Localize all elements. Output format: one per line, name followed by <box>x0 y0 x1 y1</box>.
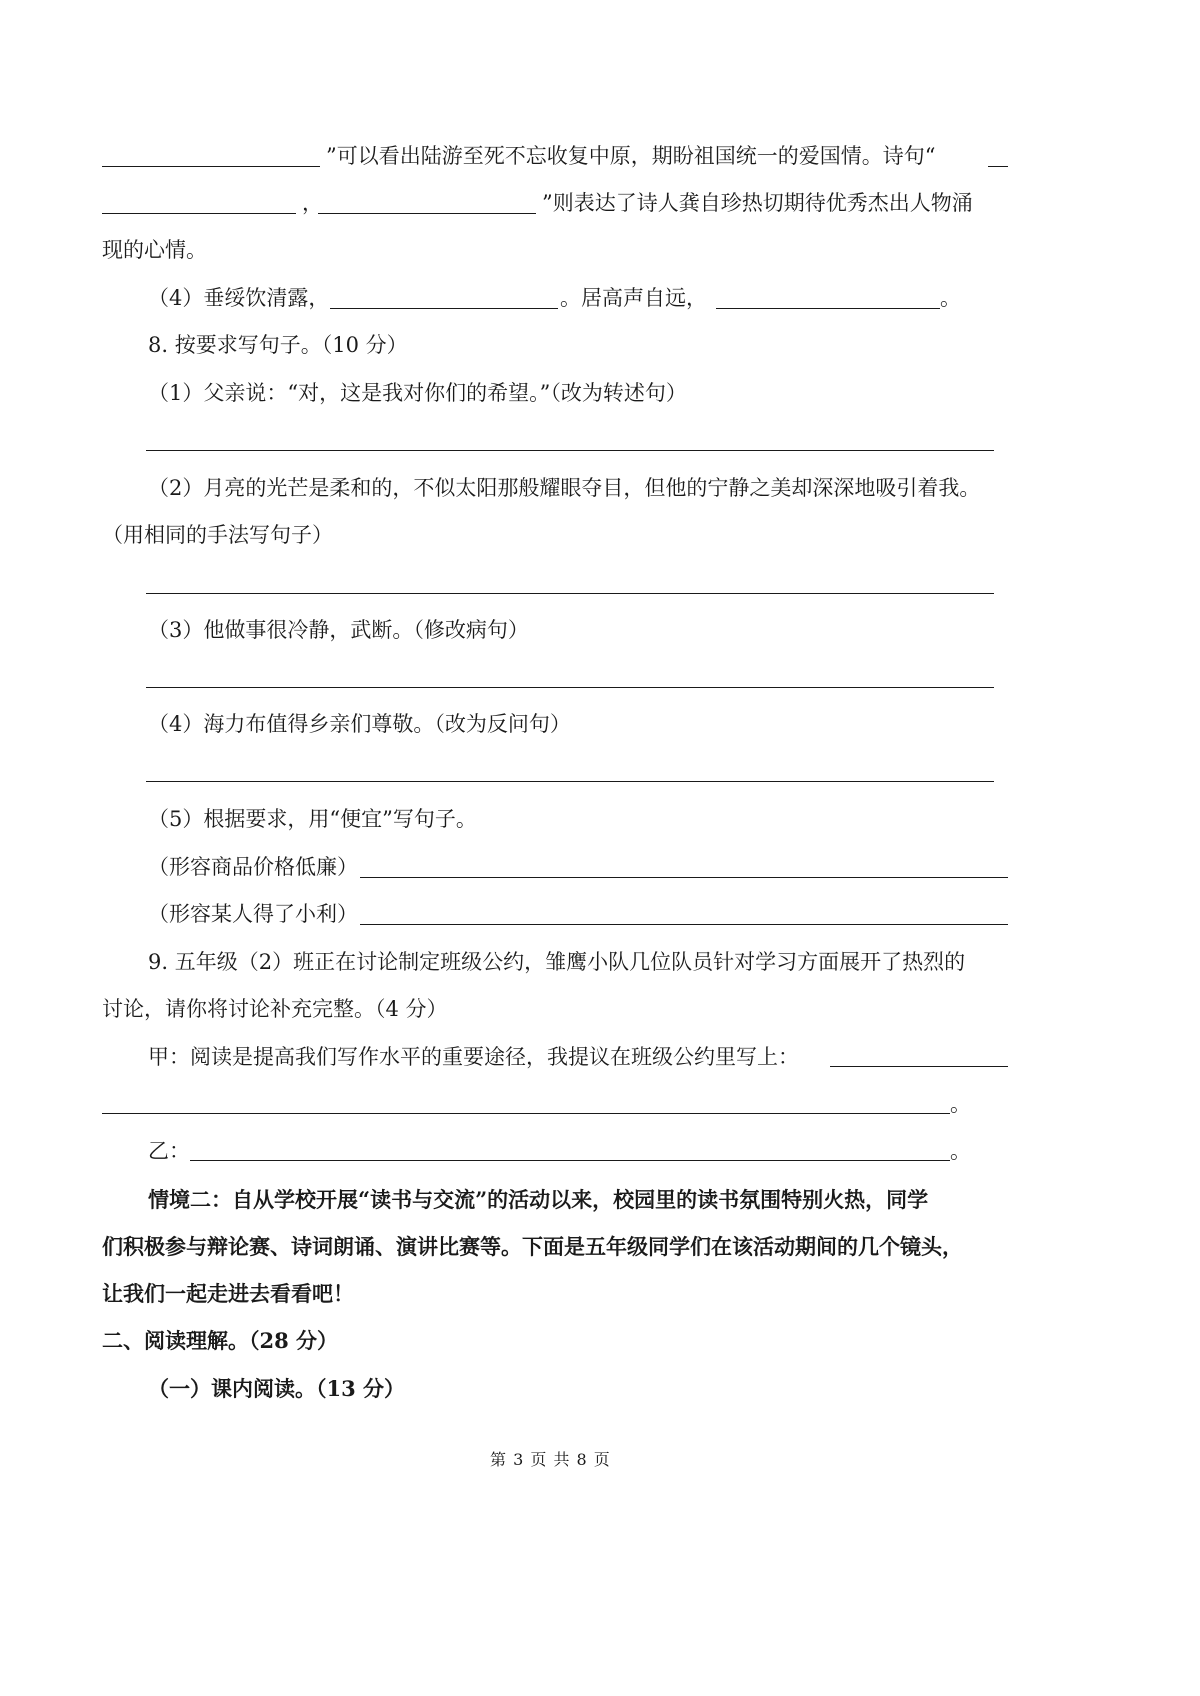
answer-line-q8-5a[interactable] <box>360 877 1008 878</box>
blank-q7-item4-b[interactable] <box>716 308 940 309</box>
q9-jia-end: 。 <box>950 1092 971 1116</box>
answer-line-q8-3[interactable] <box>146 687 994 688</box>
q7-line1-text: ”可以看出陆游至死不忘收复中原，期盼祖国统一的爱国情。诗句“ <box>326 144 936 168</box>
blank-q7-item4-a[interactable] <box>330 308 558 309</box>
page-footer: 第 3 页 共 8 页 <box>490 1450 611 1469</box>
q8-item2-line2: （用相同的手法写句子） <box>102 523 333 547</box>
blank-q7-line2-b[interactable] <box>318 213 536 214</box>
blank-q7-line1-a[interactable] <box>102 166 320 167</box>
section2-title: 二、阅读理解。（28 分） <box>102 1328 339 1353</box>
q8-item5-b: （形容某人得了小利） <box>148 902 358 926</box>
blank-q7-line1-b[interactable] <box>988 166 1008 167</box>
q7-line2-text: ”则表达了诗人龚自珍热切期待优秀杰出人物涌 <box>542 191 973 215</box>
answer-line-q8-4[interactable] <box>146 781 994 782</box>
q9-yi-end: 。 <box>950 1139 971 1163</box>
q7-item4-a: （4）垂绥饮清露， <box>148 286 330 310</box>
q7-line2-comma: ， <box>302 191 323 215</box>
answer-line-q9-jia-b[interactable] <box>102 1113 950 1114</box>
q8-item5: （5）根据要求，用“便宜”写句子。 <box>148 807 477 831</box>
q8-item2-line1: （2）月亮的光芒是柔和的，不似太阳那般耀眼夺目，但他的宁静之美却深深地吸引着我。 <box>148 476 981 500</box>
scene2-line1: 情境二：自从学校开展“读书与交流”的活动以来，校园里的读书氛围特别火热，同学 <box>148 1187 929 1212</box>
q9-line1: 9. 五年级（2）班正在讨论制定班级公约，雏鹰小队几位队员针对学习方面展开了热烈的 <box>148 950 966 974</box>
answer-line-q9-jia-a[interactable] <box>830 1066 1008 1067</box>
q7-line3-text: 现的心情。 <box>102 238 207 262</box>
answer-line-q8-5b[interactable] <box>360 924 1008 925</box>
scene2-line3: 让我们一起走进去看看吧！ <box>102 1281 354 1306</box>
q8-title: 8. 按要求写句子。（10 分） <box>148 333 408 357</box>
q9-jia: 甲：阅读是提高我们写作水平的重要途径，我提议在班级公约里写上： <box>148 1045 799 1069</box>
blank-q7-line2-a[interactable] <box>102 213 296 214</box>
q9-yi: 乙： <box>148 1139 190 1163</box>
q7-item4-end: 。 <box>940 286 961 310</box>
answer-line-q9-yi[interactable] <box>190 1160 950 1161</box>
q8-item4: （4）海力布值得乡亲们尊敬。（改为反问句） <box>148 712 571 736</box>
q9-line2: 讨论，请你将讨论补充完整。（4 分） <box>102 997 448 1021</box>
answer-line-q8-2[interactable] <box>146 593 994 594</box>
section2-sub1: （一）课内阅读。（13 分） <box>148 1376 406 1401</box>
q8-item3: （3）他做事很冷静，武断。（修改病句） <box>148 618 529 642</box>
q8-item5-a: （形容商品价格低廉） <box>148 855 358 879</box>
scene2-line2: 们积极参与辩论赛、诗词朗诵、演讲比赛等。下面是五年级同学们在该活动期间的几个镜头， <box>102 1234 963 1259</box>
q8-item1: （1）父亲说：“对，这是我对你们的希望。”（改为转述句） <box>148 381 687 405</box>
q7-item4-b: 。居高声自远， <box>560 286 707 310</box>
answer-line-q8-1[interactable] <box>146 450 994 451</box>
